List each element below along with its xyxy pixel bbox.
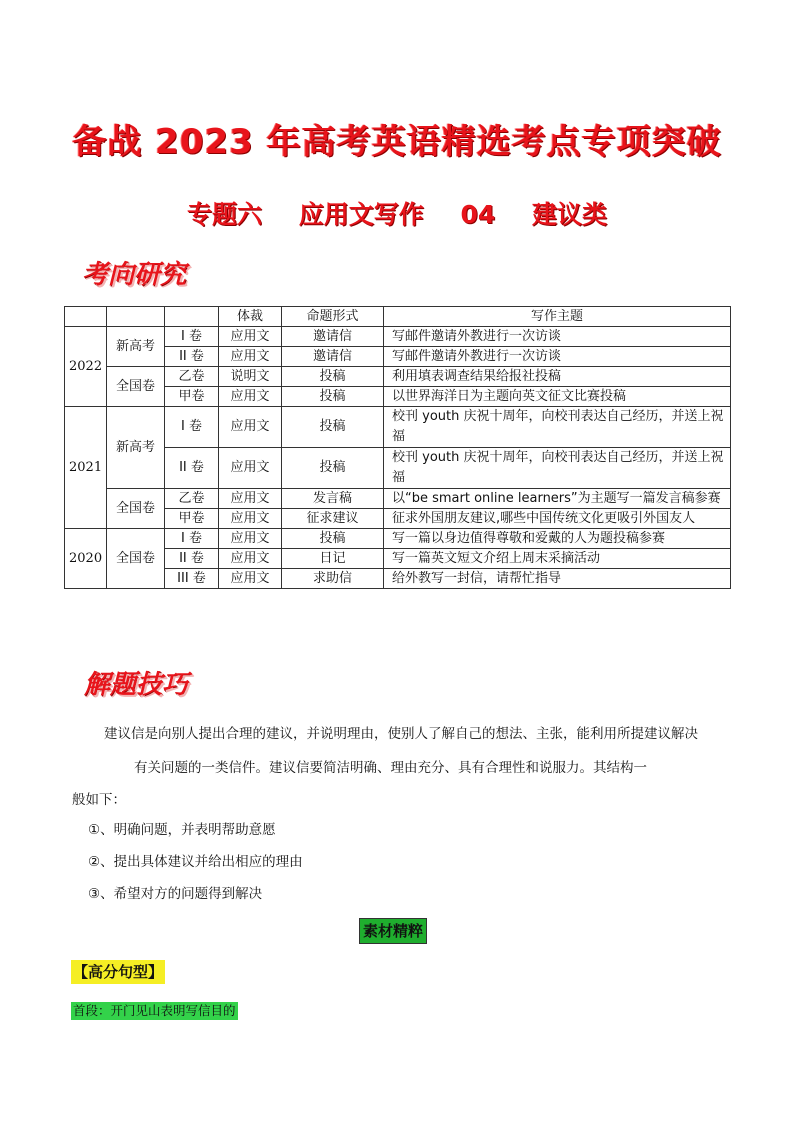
genre-cell: 应用文 [219, 347, 282, 367]
table-row [65, 387, 731, 407]
paper-cell: I 卷 [165, 529, 219, 549]
table-header-cell [65, 307, 107, 327]
genre-cell: 应用文 [219, 509, 282, 529]
genre-cell: 应用文 [219, 448, 282, 489]
paper-cell: 乙卷 [165, 367, 219, 387]
table-row [65, 347, 731, 367]
table-row [65, 509, 731, 529]
intro-line-3: 般如下： [72, 792, 126, 808]
theme-cell: 征求外国朋友建议,哪些中国传统文化更吸引外国友人 [384, 509, 731, 529]
table-row [65, 569, 731, 589]
subtitle-genre: 应用文写作 [298, 200, 424, 229]
form-cell: 投稿 [282, 448, 384, 489]
subtitle-topic: 专题六 [187, 200, 263, 229]
theme-cell: 写一篇英文短文介绍上周末采摘活动 [384, 549, 731, 569]
table-header-cell: 写作主题 [384, 307, 731, 327]
paper-cell: I 卷 [165, 407, 219, 448]
table-row [65, 489, 731, 509]
form-cell: 投稿 [282, 529, 384, 549]
theme-cell: 校刊 youth 庆祝十周年，向校刊表达自己经历，并送上祝福 [384, 448, 731, 489]
high-score-sentences-label: 【高分句型】 [71, 960, 165, 984]
exam-type-cell: 新高考 [107, 327, 165, 367]
theme-cell: 写一篇以身边值得尊敬和爱戴的人为题投稿参赛 [384, 529, 731, 549]
structure-step-2: ②、提出具体建议并给出相应的理由 [88, 854, 303, 870]
section-heading-techniques: 解题技巧 [84, 670, 189, 700]
exam-type-cell: 全国卷 [107, 529, 165, 589]
form-cell: 征求建议 [282, 509, 384, 529]
theme-cell: 给外教写一封信，请帮忙指导 [384, 569, 731, 589]
subtitle-number: 04 [460, 200, 496, 229]
theme-cell: 校刊 youth 庆祝十周年，向校刊表达自己经历，并送上祝福 [384, 407, 731, 448]
theme-cell: 以“be smart online learners”为主题写一篇发言稿参赛 [384, 489, 731, 509]
theme-cell: 写邮件邀请外教进行一次访谈 [384, 347, 731, 367]
genre-cell: 应用文 [219, 569, 282, 589]
table-header-cell [165, 307, 219, 327]
table-header-row [65, 307, 731, 327]
form-cell: 求助信 [282, 569, 384, 589]
form-cell: 投稿 [282, 367, 384, 387]
form-cell: 日记 [282, 549, 384, 569]
form-cell: 发言稿 [282, 489, 384, 509]
table-header-cell: 体裁 [219, 307, 282, 327]
form-cell: 邀请信 [282, 347, 384, 367]
year-cell: 2021 [65, 407, 107, 529]
genre-cell: 应用文 [219, 489, 282, 509]
theme-cell: 以世界海洋日为主题向英文征文比赛投稿 [384, 387, 731, 407]
form-cell: 投稿 [282, 407, 384, 448]
year-cell: 2022 [65, 327, 107, 407]
table-row [65, 448, 731, 489]
paper-cell: II 卷 [165, 549, 219, 569]
structure-step-3: ③、希望对方的问题得到解决 [88, 886, 263, 902]
document-subtitle [0, 195, 794, 231]
subtitle-type: 建议类 [531, 200, 607, 229]
intro-line-1: 建议信是向别人提出合理的建议，并说明理由，使别人了解自己的想法、主张，能利用所提建议解决 [104, 726, 698, 742]
intro-line-2: 有关问题的一类信件。建议信要简洁明确、理由充分、具有合理性和说服力。其结构一 [134, 760, 647, 776]
paper-cell: 甲卷 [165, 509, 219, 529]
theme-cell: 写邮件邀请外教进行一次访谈 [384, 327, 731, 347]
paper-cell: I 卷 [165, 327, 219, 347]
paper-cell: III 卷 [165, 569, 219, 589]
genre-cell: 应用文 [219, 549, 282, 569]
document-title: 备战 2023 年高考英语精选考点专项突破 [72, 122, 722, 162]
genre-cell: 应用文 [219, 327, 282, 347]
table-row [65, 529, 731, 549]
genre-cell: 说明文 [219, 367, 282, 387]
exam-type-cell: 全国卷 [107, 489, 165, 529]
form-cell: 投稿 [282, 387, 384, 407]
exam-topics-table [64, 306, 731, 589]
form-cell: 邀请信 [282, 327, 384, 347]
theme-cell: 利用填表调查结果给报社投稿 [384, 367, 731, 387]
exam-type-cell: 新高考 [107, 407, 165, 489]
table-row [65, 407, 731, 448]
table-row [65, 549, 731, 569]
section-heading-research: 考向研究 [82, 260, 187, 290]
first-paragraph-label: 首段：开门见山表明写信目的 [73, 1003, 236, 1018]
table-row [65, 367, 731, 387]
genre-cell: 应用文 [219, 407, 282, 448]
materials-label: 素材精粹 [359, 918, 427, 944]
table-row [65, 327, 731, 347]
table-header-cell: 命题形式 [282, 307, 384, 327]
genre-cell: 应用文 [219, 387, 282, 407]
year-cell: 2020 [65, 529, 107, 589]
exam-type-cell: 全国卷 [107, 367, 165, 407]
structure-step-1: ①、明确问题，并表明帮助意愿 [88, 822, 276, 838]
paper-cell: II 卷 [165, 347, 219, 367]
table-header-cell [107, 307, 165, 327]
paper-cell: 乙卷 [165, 489, 219, 509]
paper-cell: 甲卷 [165, 387, 219, 407]
genre-cell: 应用文 [219, 529, 282, 549]
paper-cell: II 卷 [165, 448, 219, 489]
